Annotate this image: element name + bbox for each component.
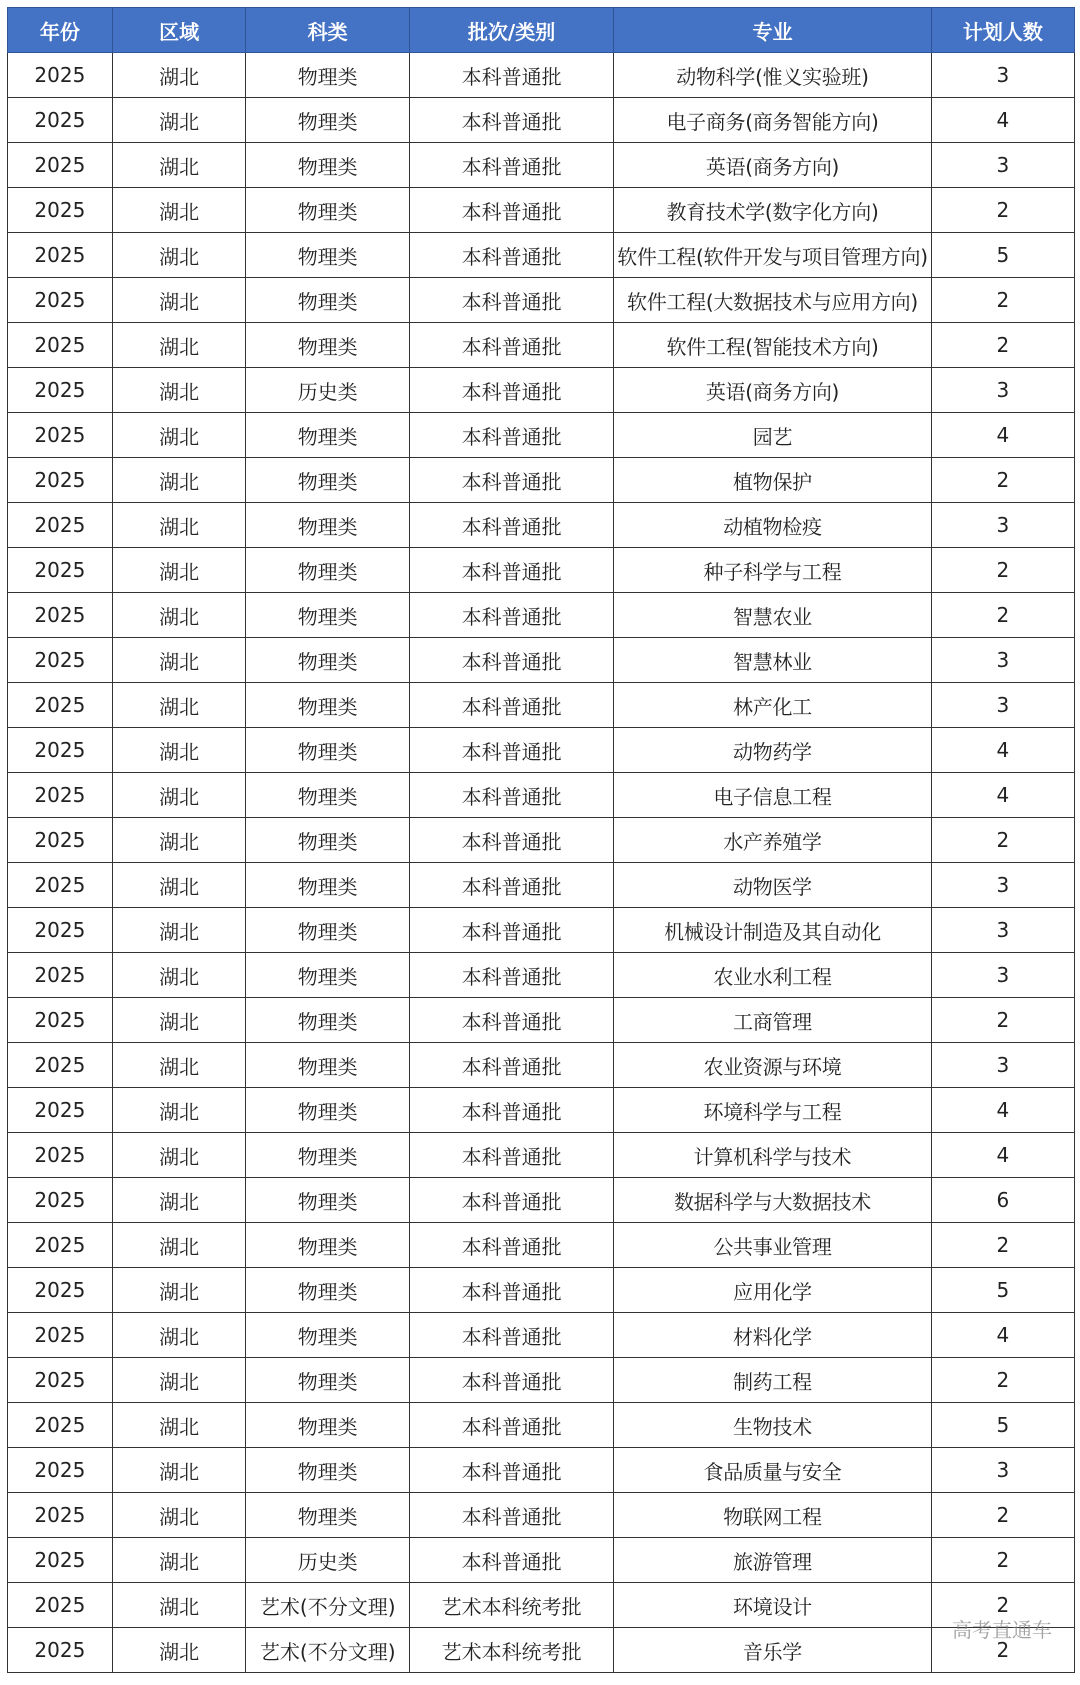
cell-plan-count: 2 xyxy=(931,998,1074,1043)
cell-major: 英语(商务方向) xyxy=(614,143,932,188)
cell-batch-type: 本科普通批 xyxy=(409,1178,613,1223)
cell-major: 音乐学 xyxy=(614,1628,932,1673)
cell-subject-category: 物理类 xyxy=(246,1223,410,1268)
table-row xyxy=(8,1268,1075,1313)
cell-region: 湖北 xyxy=(112,98,246,143)
cell-region: 湖北 xyxy=(112,1313,246,1358)
cell-region: 湖北 xyxy=(112,1268,246,1313)
cell-plan-count: 2 xyxy=(931,818,1074,863)
cell-batch-type: 本科普通批 xyxy=(409,818,613,863)
cell-subject-category: 物理类 xyxy=(246,1358,410,1403)
cell-year: 2025 xyxy=(8,818,113,863)
cell-plan-count: 2 xyxy=(931,458,1074,503)
table-row xyxy=(8,1493,1075,1538)
cell-subject-category: 物理类 xyxy=(246,458,410,503)
cell-year: 2025 xyxy=(8,998,113,1043)
table-row xyxy=(8,683,1075,728)
header-year: 年份 xyxy=(8,8,113,53)
cell-region: 湖北 xyxy=(112,548,246,593)
table-row xyxy=(8,863,1075,908)
cell-year: 2025 xyxy=(8,593,113,638)
cell-plan-count: 4 xyxy=(931,98,1074,143)
table-row xyxy=(8,1313,1075,1358)
table-row xyxy=(8,638,1075,683)
cell-major: 旅游管理 xyxy=(614,1538,932,1583)
cell-region: 湖北 xyxy=(112,323,246,368)
table-row xyxy=(8,53,1075,98)
cell-batch-type: 本科普通批 xyxy=(409,233,613,278)
cell-batch-type: 本科普通批 xyxy=(409,638,613,683)
cell-batch-type: 本科普通批 xyxy=(409,548,613,593)
cell-major: 水产养殖学 xyxy=(614,818,932,863)
table-row xyxy=(8,1583,1075,1628)
cell-batch-type: 本科普通批 xyxy=(409,1448,613,1493)
cell-subject-category: 物理类 xyxy=(246,1493,410,1538)
cell-year: 2025 xyxy=(8,908,113,953)
cell-year: 2025 xyxy=(8,683,113,728)
cell-year: 2025 xyxy=(8,1088,113,1133)
cell-batch-type: 本科普通批 xyxy=(409,188,613,233)
cell-year: 2025 xyxy=(8,863,113,908)
cell-subject-category: 物理类 xyxy=(246,413,410,458)
cell-major: 工商管理 xyxy=(614,998,932,1043)
cell-year: 2025 xyxy=(8,278,113,323)
cell-batch-type: 艺术本科统考批 xyxy=(409,1583,613,1628)
cell-major: 材料化学 xyxy=(614,1313,932,1358)
header-region: 区域 xyxy=(112,8,246,53)
cell-plan-count: 3 xyxy=(931,368,1074,413)
cell-plan-count: 4 xyxy=(931,1313,1074,1358)
cell-plan-count: 5 xyxy=(931,233,1074,278)
cell-batch-type: 本科普通批 xyxy=(409,998,613,1043)
cell-region: 湖北 xyxy=(112,1223,246,1268)
cell-major: 林产化工 xyxy=(614,683,932,728)
cell-batch-type: 本科普通批 xyxy=(409,863,613,908)
cell-year: 2025 xyxy=(8,728,113,773)
cell-subject-category: 物理类 xyxy=(246,143,410,188)
cell-plan-count: 4 xyxy=(931,1133,1074,1178)
cell-batch-type: 本科普通批 xyxy=(409,1313,613,1358)
cell-subject-category: 物理类 xyxy=(246,1178,410,1223)
cell-year: 2025 xyxy=(8,413,113,458)
cell-year: 2025 xyxy=(8,1268,113,1313)
table-header xyxy=(8,8,1075,53)
cell-year: 2025 xyxy=(8,1628,113,1673)
cell-year: 2025 xyxy=(8,1583,113,1628)
cell-subject-category: 物理类 xyxy=(246,323,410,368)
cell-subject-category: 物理类 xyxy=(246,593,410,638)
cell-region: 湖北 xyxy=(112,233,246,278)
cell-region: 湖北 xyxy=(112,638,246,683)
cell-region: 湖北 xyxy=(112,368,246,413)
cell-plan-count: 5 xyxy=(931,1268,1074,1313)
cell-region: 湖北 xyxy=(112,908,246,953)
header-major: 专业 xyxy=(614,8,932,53)
cell-subject-category: 物理类 xyxy=(246,233,410,278)
cell-plan-count: 2 xyxy=(931,1358,1074,1403)
cell-plan-count: 3 xyxy=(931,53,1074,98)
cell-subject-category: 物理类 xyxy=(246,728,410,773)
table-row xyxy=(8,1223,1075,1268)
table-row xyxy=(8,1358,1075,1403)
cell-batch-type: 本科普通批 xyxy=(409,323,613,368)
cell-year: 2025 xyxy=(8,773,113,818)
cell-region: 湖北 xyxy=(112,143,246,188)
cell-year: 2025 xyxy=(8,1313,113,1358)
cell-year: 2025 xyxy=(8,98,113,143)
cell-major: 软件工程(大数据技术与应用方向) xyxy=(614,278,932,323)
cell-major: 植物保护 xyxy=(614,458,932,503)
cell-batch-type: 本科普通批 xyxy=(409,1538,613,1583)
cell-region: 湖北 xyxy=(112,413,246,458)
table-row xyxy=(8,368,1075,413)
cell-region: 湖北 xyxy=(112,1043,246,1088)
cell-major: 园艺 xyxy=(614,413,932,458)
cell-subject-category: 物理类 xyxy=(246,278,410,323)
cell-subject-category: 物理类 xyxy=(246,188,410,233)
cell-major: 动物科学(惟义实验班) xyxy=(614,53,932,98)
cell-major: 环境设计 xyxy=(614,1583,932,1628)
table-row xyxy=(8,998,1075,1043)
cell-subject-category: 物理类 xyxy=(246,1133,410,1178)
cell-plan-count: 2 xyxy=(931,278,1074,323)
cell-region: 湖北 xyxy=(112,278,246,323)
cell-year: 2025 xyxy=(8,1448,113,1493)
header-row xyxy=(8,8,1075,53)
table-row xyxy=(8,458,1075,503)
cell-major: 农业水利工程 xyxy=(614,953,932,998)
table-body xyxy=(8,53,1075,1673)
cell-subject-category: 物理类 xyxy=(246,1448,410,1493)
cell-region: 湖北 xyxy=(112,1088,246,1133)
cell-year: 2025 xyxy=(8,1493,113,1538)
cell-year: 2025 xyxy=(8,233,113,278)
cell-region: 湖北 xyxy=(112,728,246,773)
cell-region: 湖北 xyxy=(112,1538,246,1583)
cell-region: 湖北 xyxy=(112,188,246,233)
cell-region: 湖北 xyxy=(112,53,246,98)
cell-year: 2025 xyxy=(8,458,113,503)
cell-year: 2025 xyxy=(8,1043,113,1088)
watermark-text: 高考直通车 xyxy=(952,1618,1052,1642)
cell-year: 2025 xyxy=(8,1538,113,1583)
table-row xyxy=(8,908,1075,953)
table-row xyxy=(8,233,1075,278)
table-row xyxy=(8,1403,1075,1448)
cell-plan-count: 4 xyxy=(931,413,1074,458)
cell-major: 种子科学与工程 xyxy=(614,548,932,593)
plan-table-container xyxy=(7,7,1075,1673)
cell-batch-type: 本科普通批 xyxy=(409,278,613,323)
cell-region: 湖北 xyxy=(112,863,246,908)
cell-subject-category: 物理类 xyxy=(246,98,410,143)
cell-subject-category: 物理类 xyxy=(246,953,410,998)
cell-plan-count: 3 xyxy=(931,863,1074,908)
cell-region: 湖北 xyxy=(112,953,246,998)
cell-year: 2025 xyxy=(8,188,113,233)
table-row xyxy=(8,503,1075,548)
cell-batch-type: 本科普通批 xyxy=(409,593,613,638)
cell-major: 环境科学与工程 xyxy=(614,1088,932,1133)
cell-major: 食品质量与安全 xyxy=(614,1448,932,1493)
cell-plan-count: 4 xyxy=(931,728,1074,773)
cell-subject-category: 物理类 xyxy=(246,1313,410,1358)
cell-batch-type: 本科普通批 xyxy=(409,1403,613,1448)
cell-batch-type: 本科普通批 xyxy=(409,503,613,548)
table-row xyxy=(8,413,1075,458)
cell-region: 湖北 xyxy=(112,1403,246,1448)
cell-batch-type: 本科普通批 xyxy=(409,1133,613,1178)
cell-plan-count: 2 xyxy=(931,1628,1074,1673)
cell-batch-type: 本科普通批 xyxy=(409,143,613,188)
cell-region: 湖北 xyxy=(112,1628,246,1673)
table-row xyxy=(8,548,1075,593)
cell-subject-category: 物理类 xyxy=(246,638,410,683)
cell-subject-category: 物理类 xyxy=(246,998,410,1043)
cell-region: 湖北 xyxy=(112,1178,246,1223)
cell-plan-count: 3 xyxy=(931,143,1074,188)
cell-region: 湖北 xyxy=(112,683,246,728)
cell-major: 动植物检疫 xyxy=(614,503,932,548)
cell-subject-category: 物理类 xyxy=(246,683,410,728)
cell-year: 2025 xyxy=(8,368,113,413)
cell-plan-count: 2 xyxy=(931,1493,1074,1538)
table-row xyxy=(8,728,1075,773)
cell-subject-category: 物理类 xyxy=(246,818,410,863)
cell-plan-count: 2 xyxy=(931,1538,1074,1583)
cell-region: 湖北 xyxy=(112,998,246,1043)
cell-plan-count: 3 xyxy=(931,953,1074,998)
cell-major: 动物药学 xyxy=(614,728,932,773)
cell-region: 湖北 xyxy=(112,773,246,818)
cell-major: 机械设计制造及其自动化 xyxy=(614,908,932,953)
cell-year: 2025 xyxy=(8,953,113,998)
cell-major: 计算机科学与技术 xyxy=(614,1133,932,1178)
table-row xyxy=(8,98,1075,143)
cell-major: 制药工程 xyxy=(614,1358,932,1403)
table-row xyxy=(8,593,1075,638)
table-row xyxy=(8,278,1075,323)
cell-plan-count: 6 xyxy=(931,1178,1074,1223)
cell-major: 软件工程(软件开发与项目管理方向) xyxy=(614,233,932,278)
cell-batch-type: 本科普通批 xyxy=(409,1358,613,1403)
cell-major: 电子信息工程 xyxy=(614,773,932,818)
cell-subject-category: 历史类 xyxy=(246,1538,410,1583)
cell-plan-count: 3 xyxy=(931,1448,1074,1493)
table-row xyxy=(8,1628,1075,1673)
cell-plan-count: 4 xyxy=(931,1088,1074,1133)
cell-year: 2025 xyxy=(8,638,113,683)
cell-major: 教育技术学(数字化方向) xyxy=(614,188,932,233)
cell-subject-category: 物理类 xyxy=(246,773,410,818)
table-row xyxy=(8,1043,1075,1088)
cell-subject-category: 物理类 xyxy=(246,1268,410,1313)
cell-plan-count: 3 xyxy=(931,503,1074,548)
cell-subject-category: 物理类 xyxy=(246,1088,410,1133)
cell-subject-category: 艺术(不分文理) xyxy=(246,1583,410,1628)
table-row xyxy=(8,188,1075,233)
cell-region: 湖北 xyxy=(112,1358,246,1403)
cell-year: 2025 xyxy=(8,1223,113,1268)
cell-region: 湖北 xyxy=(112,1493,246,1538)
table-row xyxy=(8,773,1075,818)
cell-major: 英语(商务方向) xyxy=(614,368,932,413)
cell-year: 2025 xyxy=(8,53,113,98)
cell-region: 湖北 xyxy=(112,593,246,638)
cell-batch-type: 本科普通批 xyxy=(409,1088,613,1133)
cell-batch-type: 本科普通批 xyxy=(409,413,613,458)
cell-subject-category: 物理类 xyxy=(246,1403,410,1448)
cell-subject-category: 物理类 xyxy=(246,863,410,908)
table-row xyxy=(8,818,1075,863)
cell-major: 电子商务(商务智能方向) xyxy=(614,98,932,143)
cell-batch-type: 本科普通批 xyxy=(409,683,613,728)
cell-region: 湖北 xyxy=(112,818,246,863)
cell-plan-count: 3 xyxy=(931,683,1074,728)
cell-year: 2025 xyxy=(8,548,113,593)
header-plan-count: 计划人数 xyxy=(931,8,1074,53)
cell-batch-type: 本科普通批 xyxy=(409,953,613,998)
cell-major: 智慧农业 xyxy=(614,593,932,638)
cell-batch-type: 本科普通批 xyxy=(409,773,613,818)
table-row xyxy=(8,1178,1075,1223)
cell-plan-count: 5 xyxy=(931,1403,1074,1448)
table-row xyxy=(8,1448,1075,1493)
cell-subject-category: 艺术(不分文理) xyxy=(246,1628,410,1673)
cell-year: 2025 xyxy=(8,1403,113,1448)
cell-plan-count: 4 xyxy=(931,773,1074,818)
cell-year: 2025 xyxy=(8,1178,113,1223)
cell-subject-category: 历史类 xyxy=(246,368,410,413)
cell-subject-category: 物理类 xyxy=(246,908,410,953)
cell-year: 2025 xyxy=(8,323,113,368)
cell-batch-type: 艺术本科统考批 xyxy=(409,1628,613,1673)
cell-batch-type: 本科普通批 xyxy=(409,98,613,143)
cell-plan-count: 2 xyxy=(931,188,1074,233)
cell-major: 动物医学 xyxy=(614,863,932,908)
cell-region: 湖北 xyxy=(112,503,246,548)
cell-batch-type: 本科普通批 xyxy=(409,1493,613,1538)
cell-plan-count: 2 xyxy=(931,548,1074,593)
cell-batch-type: 本科普通批 xyxy=(409,1223,613,1268)
cell-plan-count: 2 xyxy=(931,593,1074,638)
cell-batch-type: 本科普通批 xyxy=(409,458,613,503)
table-row xyxy=(8,1088,1075,1133)
cell-subject-category: 物理类 xyxy=(246,503,410,548)
cell-region: 湖北 xyxy=(112,1448,246,1493)
cell-year: 2025 xyxy=(8,1358,113,1403)
cell-batch-type: 本科普通批 xyxy=(409,1268,613,1313)
cell-region: 湖北 xyxy=(112,458,246,503)
cell-year: 2025 xyxy=(8,503,113,548)
enrollment-plan-table xyxy=(7,7,1075,1673)
cell-major: 智慧林业 xyxy=(614,638,932,683)
cell-batch-type: 本科普通批 xyxy=(409,908,613,953)
cell-plan-count: 3 xyxy=(931,1043,1074,1088)
table-row xyxy=(8,1538,1075,1583)
header-batch-type: 批次/类别 xyxy=(409,8,613,53)
table-row xyxy=(8,953,1075,998)
header-subject-category: 科类 xyxy=(246,8,410,53)
cell-plan-count: 3 xyxy=(931,908,1074,953)
cell-batch-type: 本科普通批 xyxy=(409,53,613,98)
cell-major: 物联网工程 xyxy=(614,1493,932,1538)
cell-plan-count: 3 xyxy=(931,638,1074,683)
cell-batch-type: 本科普通批 xyxy=(409,368,613,413)
cell-batch-type: 本科普通批 xyxy=(409,1043,613,1088)
cell-major: 生物技术 xyxy=(614,1403,932,1448)
table-row xyxy=(8,1133,1075,1178)
cell-batch-type: 本科普通批 xyxy=(409,728,613,773)
cell-major: 农业资源与环境 xyxy=(614,1043,932,1088)
cell-plan-count: 2 xyxy=(931,323,1074,368)
cell-year: 2025 xyxy=(8,1133,113,1178)
cell-major: 公共事业管理 xyxy=(614,1223,932,1268)
cell-plan-count: 2 xyxy=(931,1583,1074,1628)
cell-subject-category: 物理类 xyxy=(246,548,410,593)
cell-major: 数据科学与大数据技术 xyxy=(614,1178,932,1223)
cell-subject-category: 物理类 xyxy=(246,1043,410,1088)
cell-subject-category: 物理类 xyxy=(246,53,410,98)
cell-plan-count: 2 xyxy=(931,1223,1074,1268)
cell-major: 软件工程(智能技术方向) xyxy=(614,323,932,368)
cell-region: 湖北 xyxy=(112,1133,246,1178)
table-row xyxy=(8,143,1075,188)
cell-major: 应用化学 xyxy=(614,1268,932,1313)
table-row xyxy=(8,323,1075,368)
cell-year: 2025 xyxy=(8,143,113,188)
cell-region: 湖北 xyxy=(112,1583,246,1628)
